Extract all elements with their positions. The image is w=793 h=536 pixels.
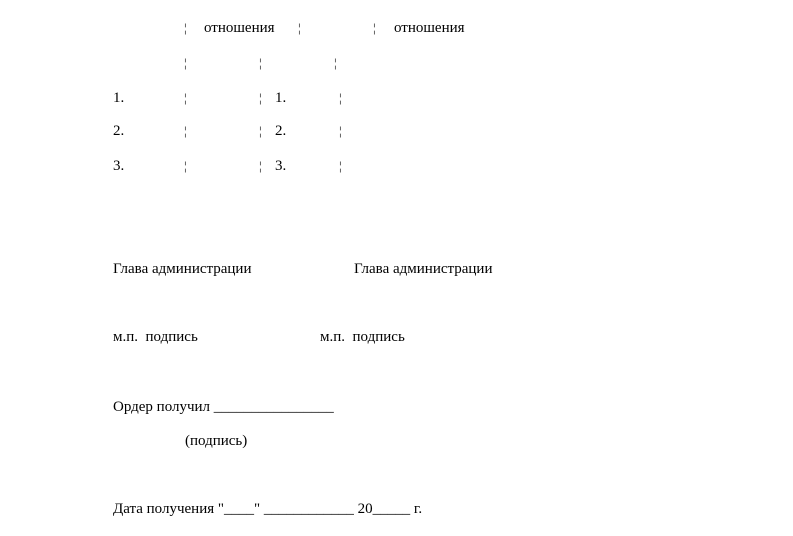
header-right-label: отношения xyxy=(394,20,465,36)
list-item-number: 1. xyxy=(275,90,287,106)
column-separator: ¦ xyxy=(373,20,376,35)
list-item-number: 2. xyxy=(113,123,125,139)
column-separator: ¦ xyxy=(259,123,262,138)
column-separator: ¦ xyxy=(339,158,342,173)
list-item-number: 1. xyxy=(113,90,125,106)
order-received-line: Ордер получил ________________ xyxy=(113,399,334,415)
list-item-number: 2. xyxy=(275,123,287,139)
column-separator: ¦ xyxy=(184,158,187,173)
column-separator: ¦ xyxy=(184,20,187,35)
column-separator: ¦ xyxy=(259,55,262,70)
column-separator: ¦ xyxy=(184,123,187,138)
column-separator: ¦ xyxy=(184,90,187,105)
stamp-signature-left: м.п. подпись xyxy=(113,329,198,345)
column-separator: ¦ xyxy=(184,55,187,70)
list-item-number: 3. xyxy=(275,158,287,174)
signature-caption: (подпись) xyxy=(185,433,248,449)
list-item-number: 3. xyxy=(113,158,125,174)
column-separator: ¦ xyxy=(334,55,337,70)
column-separator: ¦ xyxy=(339,123,342,138)
column-separator: ¦ xyxy=(339,90,342,105)
head-of-administration-right: Глава администрации xyxy=(354,261,493,277)
column-separator: ¦ xyxy=(298,20,301,35)
receipt-date-line: Дата получения "____" ____________ 20_____ г. xyxy=(113,501,423,517)
column-separator: ¦ xyxy=(259,90,262,105)
stamp-signature-right: м.п. подпись xyxy=(320,329,405,345)
header-left-label: отношения xyxy=(204,20,275,36)
head-of-administration-left: Глава администрации xyxy=(113,261,252,277)
column-separator: ¦ xyxy=(259,158,262,173)
